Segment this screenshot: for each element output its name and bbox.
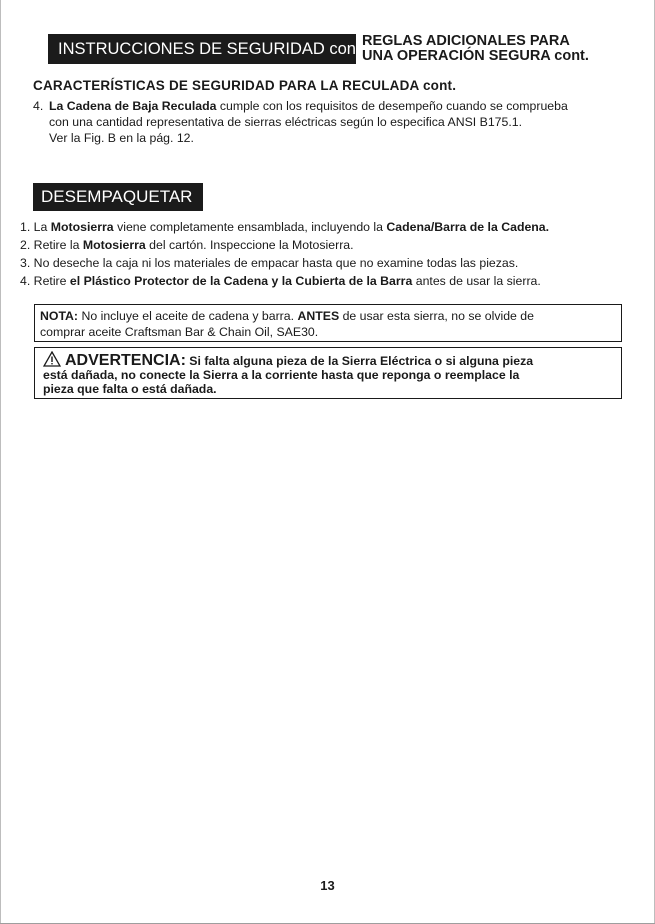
note-box bbox=[34, 304, 622, 342]
item-bold: Motosierra bbox=[50, 220, 114, 234]
unpack-banner: DESEMPAQUETAR bbox=[33, 183, 203, 211]
item-number: 4. bbox=[20, 274, 31, 288]
kickback-item-4-line3: Ver la Fig. B en la pág. 12. bbox=[49, 131, 194, 145]
header-subtitle-line2: UNA OPERACIÓN SEGURA cont. bbox=[362, 48, 589, 64]
warning-line3: pieza que falta o está dañada. bbox=[43, 382, 217, 396]
warning-triangle-icon bbox=[43, 351, 61, 367]
page-border-left bbox=[0, 0, 1, 924]
page-number: 13 bbox=[320, 878, 335, 893]
item-bold-lead: La Cadena de Baja Reculada bbox=[49, 99, 217, 113]
item-bold: Motosierra bbox=[82, 238, 146, 252]
list-item bbox=[20, 236, 645, 254]
note-label: NOTA: bbox=[40, 309, 79, 323]
note-line1 bbox=[40, 308, 616, 324]
item-text: La bbox=[30, 220, 51, 234]
warning-text: Si falta alguna pieza de la Sierra Eléctrica o si alguna pieza bbox=[185, 354, 534, 368]
note-text: No incluye el aceite de cadena y barra. bbox=[78, 309, 298, 323]
item-text: viene completamente ensamblada, incluyendo la bbox=[113, 220, 387, 234]
unpack-list bbox=[20, 218, 645, 290]
note-bold: ANTES bbox=[297, 309, 340, 323]
warning-line2: está dañada, no conecte la Sierra a la corriente hasta que reponga o reemplace la bbox=[43, 368, 520, 382]
header-subtitle-line1: REGLAS ADICIONALES PARA bbox=[362, 33, 570, 49]
header-subtitle bbox=[362, 34, 648, 64]
kickback-item-4-line1 bbox=[33, 98, 643, 114]
item-number: 2. bbox=[20, 238, 31, 252]
note-text: de usar esta sierra, no se olvide de bbox=[339, 309, 534, 323]
item-number: 3. bbox=[20, 256, 31, 270]
list-item bbox=[20, 272, 645, 290]
kickback-section-heading: CARACTERÍSTICAS DE SEGURIDAD PARA LA RECULADA cont. bbox=[33, 78, 457, 93]
list-item bbox=[20, 218, 645, 236]
item-text: antes de usar la sierra. bbox=[412, 274, 541, 288]
item-text: cumple con los requisitos de desempeño cuando se comprueba bbox=[216, 99, 568, 113]
note-line2: comprar aceite Craftsman Bar & Chain Oil, SAE30. bbox=[40, 325, 319, 339]
kickback-item-4 bbox=[33, 98, 643, 146]
item-bold: Cadena/Barra de la Cadena. bbox=[386, 220, 550, 234]
item-text: Retire la bbox=[30, 238, 83, 252]
item-text: No deseche la caja ni los materiales de empacar hasta que no examine todas las piezas. bbox=[30, 256, 519, 270]
warning-title: ADVERTENCIA: bbox=[65, 352, 186, 369]
item-text: Retire bbox=[30, 274, 70, 288]
item-number: 1. bbox=[20, 220, 31, 234]
header-banner: INSTRUCCIONES DE SEGURIDAD cont. bbox=[48, 34, 356, 64]
item-number: 4. bbox=[33, 99, 44, 113]
warning-box bbox=[34, 347, 622, 399]
item-text: del cartón. Inspeccione la Motosierra. bbox=[145, 238, 354, 252]
item-bold: el Plástico Protector de la Cadena y la Cubierta de la Barra bbox=[69, 274, 413, 288]
kickback-item-4-line2: con una cantidad representativa de sierras eléctricas según lo especifica ANSI B175.1. bbox=[49, 115, 523, 129]
warning-line1 bbox=[43, 351, 613, 368]
list-item bbox=[20, 254, 645, 272]
